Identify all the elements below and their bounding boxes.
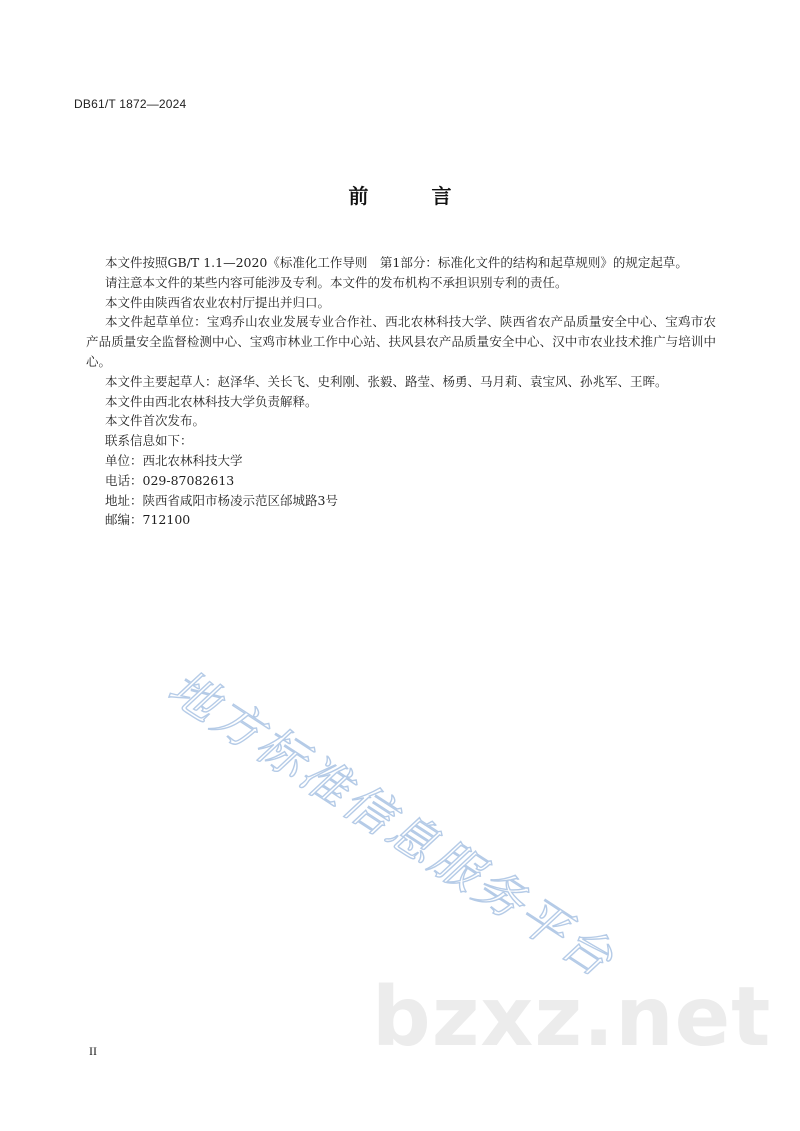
standard-code: DB61/T 1872—2024 <box>74 97 187 111</box>
contact-address-label: 地址： <box>105 492 143 508</box>
contact-unit <box>86 451 716 471</box>
paragraph-interpretation: 本文件由西北农林科技大学负责解释。 <box>105 393 318 409</box>
site-watermark: bzxz.net <box>372 970 772 1065</box>
contact-unit-value: 西北农林科技大学 <box>142 452 243 468</box>
paragraph-contact-intro: 联系信息如下： <box>105 433 193 449</box>
page-number: II <box>89 1044 97 1058</box>
contact-postcode <box>86 510 716 530</box>
contact-unit-label: 单位： <box>105 452 143 468</box>
paragraph-first-release: 本文件首次发布。 <box>105 413 206 429</box>
contact-postcode-label: 邮编： <box>105 512 143 528</box>
contact-address <box>86 491 716 511</box>
contact-address-value: 陕西省咸阳市杨凌示范区邰城路3号 <box>142 492 338 508</box>
paragraph-drafting-units: 本文件起草单位：宝鸡乔山农业发展专业合作社、西北农林科技大学、陕西省农产品质量安全中心、宝鸡市农产品质量安全监督检测中心、宝鸡市林业工作中心站、扶风县农产品质量安全中心、汉中市农业技术推广与培训中心。 <box>86 314 716 369</box>
paragraph-proposer: 本文件由陕西省农业农村厅提出并归口。 <box>105 294 331 310</box>
page-title: 前 言 <box>348 184 480 208</box>
paragraph-drafting-basis: 本文件按照GB/T 1.1—2020《标准化工作导则 第1部分：标准化文件的结构和起草规则》的规定起草。 <box>105 255 688 270</box>
platform-watermark: 地方标准信息服务平台 <box>158 659 626 990</box>
contact-phone-label: 电话： <box>105 472 143 488</box>
contact-phone <box>86 471 716 491</box>
paragraph-drafters: 本文件主要起草人：赵泽华、关长飞、史利刚、张毅、路莹、杨勇、马月莉、袁宝风、孙兆军、王晖。 <box>105 373 668 389</box>
foreword-body <box>86 253 716 530</box>
contact-postcode-value: 712100 <box>142 512 191 528</box>
paragraph-patent-notice: 请注意本文件的某些内容可能涉及专利。本文件的发布机构不承担识别专利的责任。 <box>105 274 568 290</box>
contact-phone-value: 029-87082613 <box>142 472 235 488</box>
